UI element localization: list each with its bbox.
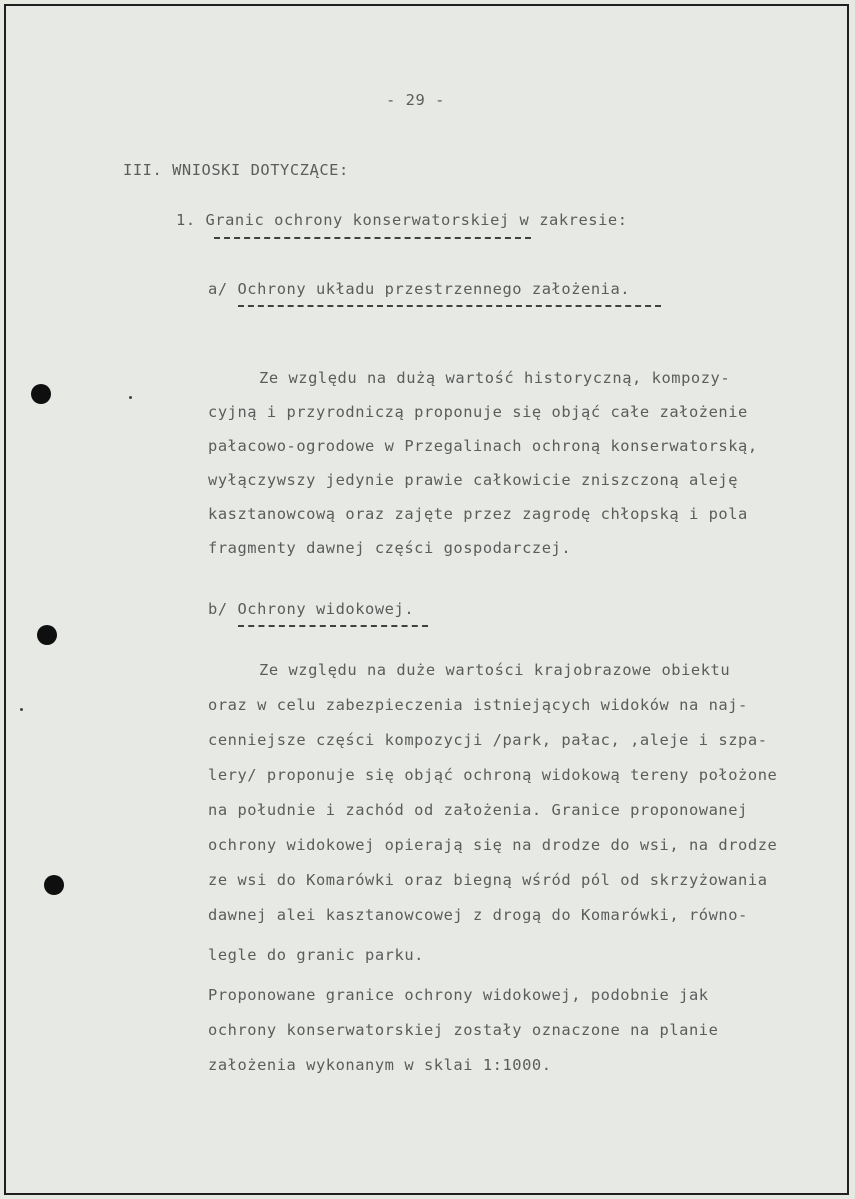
paragraph-a-line: pałacowo-ogrodowe w Przegalinach ochroną konserwatorską, bbox=[208, 437, 758, 455]
closing-line: założenia wykonanym w sklai 1:1000. bbox=[208, 1056, 552, 1074]
underline bbox=[214, 237, 531, 239]
punch-hole bbox=[37, 625, 57, 645]
paragraph-b-line: cenniejsze części kompozycji /park, pałac, ,aleje i szpa- bbox=[208, 731, 768, 749]
document-page bbox=[4, 4, 849, 1195]
closing-line: ochrony konserwatorskiej zostały oznaczone na planie bbox=[208, 1021, 719, 1039]
closing-line: Proponowane granice ochrony widokowej, podobnie jak bbox=[208, 986, 709, 1004]
section-1-title: 1. Granic ochrony konserwatorskiej w zakresie: bbox=[176, 211, 628, 229]
paragraph-a-line: fragmenty dawnej części gospodarczej. bbox=[208, 539, 572, 557]
paragraph-b-line: dawnej alei kasztanowcowej z drogą do Komarówki, równo- bbox=[208, 906, 748, 924]
speck bbox=[129, 396, 132, 399]
punch-hole bbox=[31, 384, 51, 404]
underline bbox=[238, 305, 661, 307]
paragraph-a-line: kasztanowcową oraz zajęte przez zagrodę chłopską i pola bbox=[208, 505, 748, 523]
punch-hole bbox=[44, 875, 64, 895]
speck bbox=[20, 708, 23, 711]
page-number: - 29 - bbox=[386, 91, 445, 109]
paragraph-b-line: na południe i zachód od założenia. Granice proponowanej bbox=[208, 801, 748, 819]
paragraph-b-line: ze wsi do Komarówki oraz biegną wśród pól od skrzyżowania bbox=[208, 871, 768, 889]
paragraph-b-line: ochrony widokowej opierają się na drodze do wsi, na drodze bbox=[208, 836, 778, 854]
subsection-b-title: b/ Ochrony widokowej. bbox=[208, 600, 415, 618]
section-heading: III. WNIOSKI DOTYCZĄCE: bbox=[123, 161, 349, 179]
paragraph-b-line: oraz w celu zabezpieczenia istniejących widoków na naj- bbox=[208, 696, 748, 714]
paragraph-a-line: Ze względu na dużą wartość historyczną, kompozy- bbox=[259, 369, 731, 387]
paragraph-a-line: wyłączywszy jedynie prawie całkowicie zniszczoną aleję bbox=[208, 471, 739, 489]
paragraph-a-line: cyjną i przyrodniczą proponuje się objąć całe założenie bbox=[208, 403, 748, 421]
paragraph-b-line: lery/ proponuje się objąć ochroną widokową tereny położone bbox=[208, 766, 778, 784]
paragraph-b-line: legle do granic parku. bbox=[208, 946, 424, 964]
paragraph-b-line: Ze względu na duże wartości krajobrazowe obiektu bbox=[259, 661, 731, 679]
underline bbox=[238, 625, 428, 627]
subsection-a-title: a/ Ochrony układu przestrzennego założenia. bbox=[208, 280, 631, 298]
